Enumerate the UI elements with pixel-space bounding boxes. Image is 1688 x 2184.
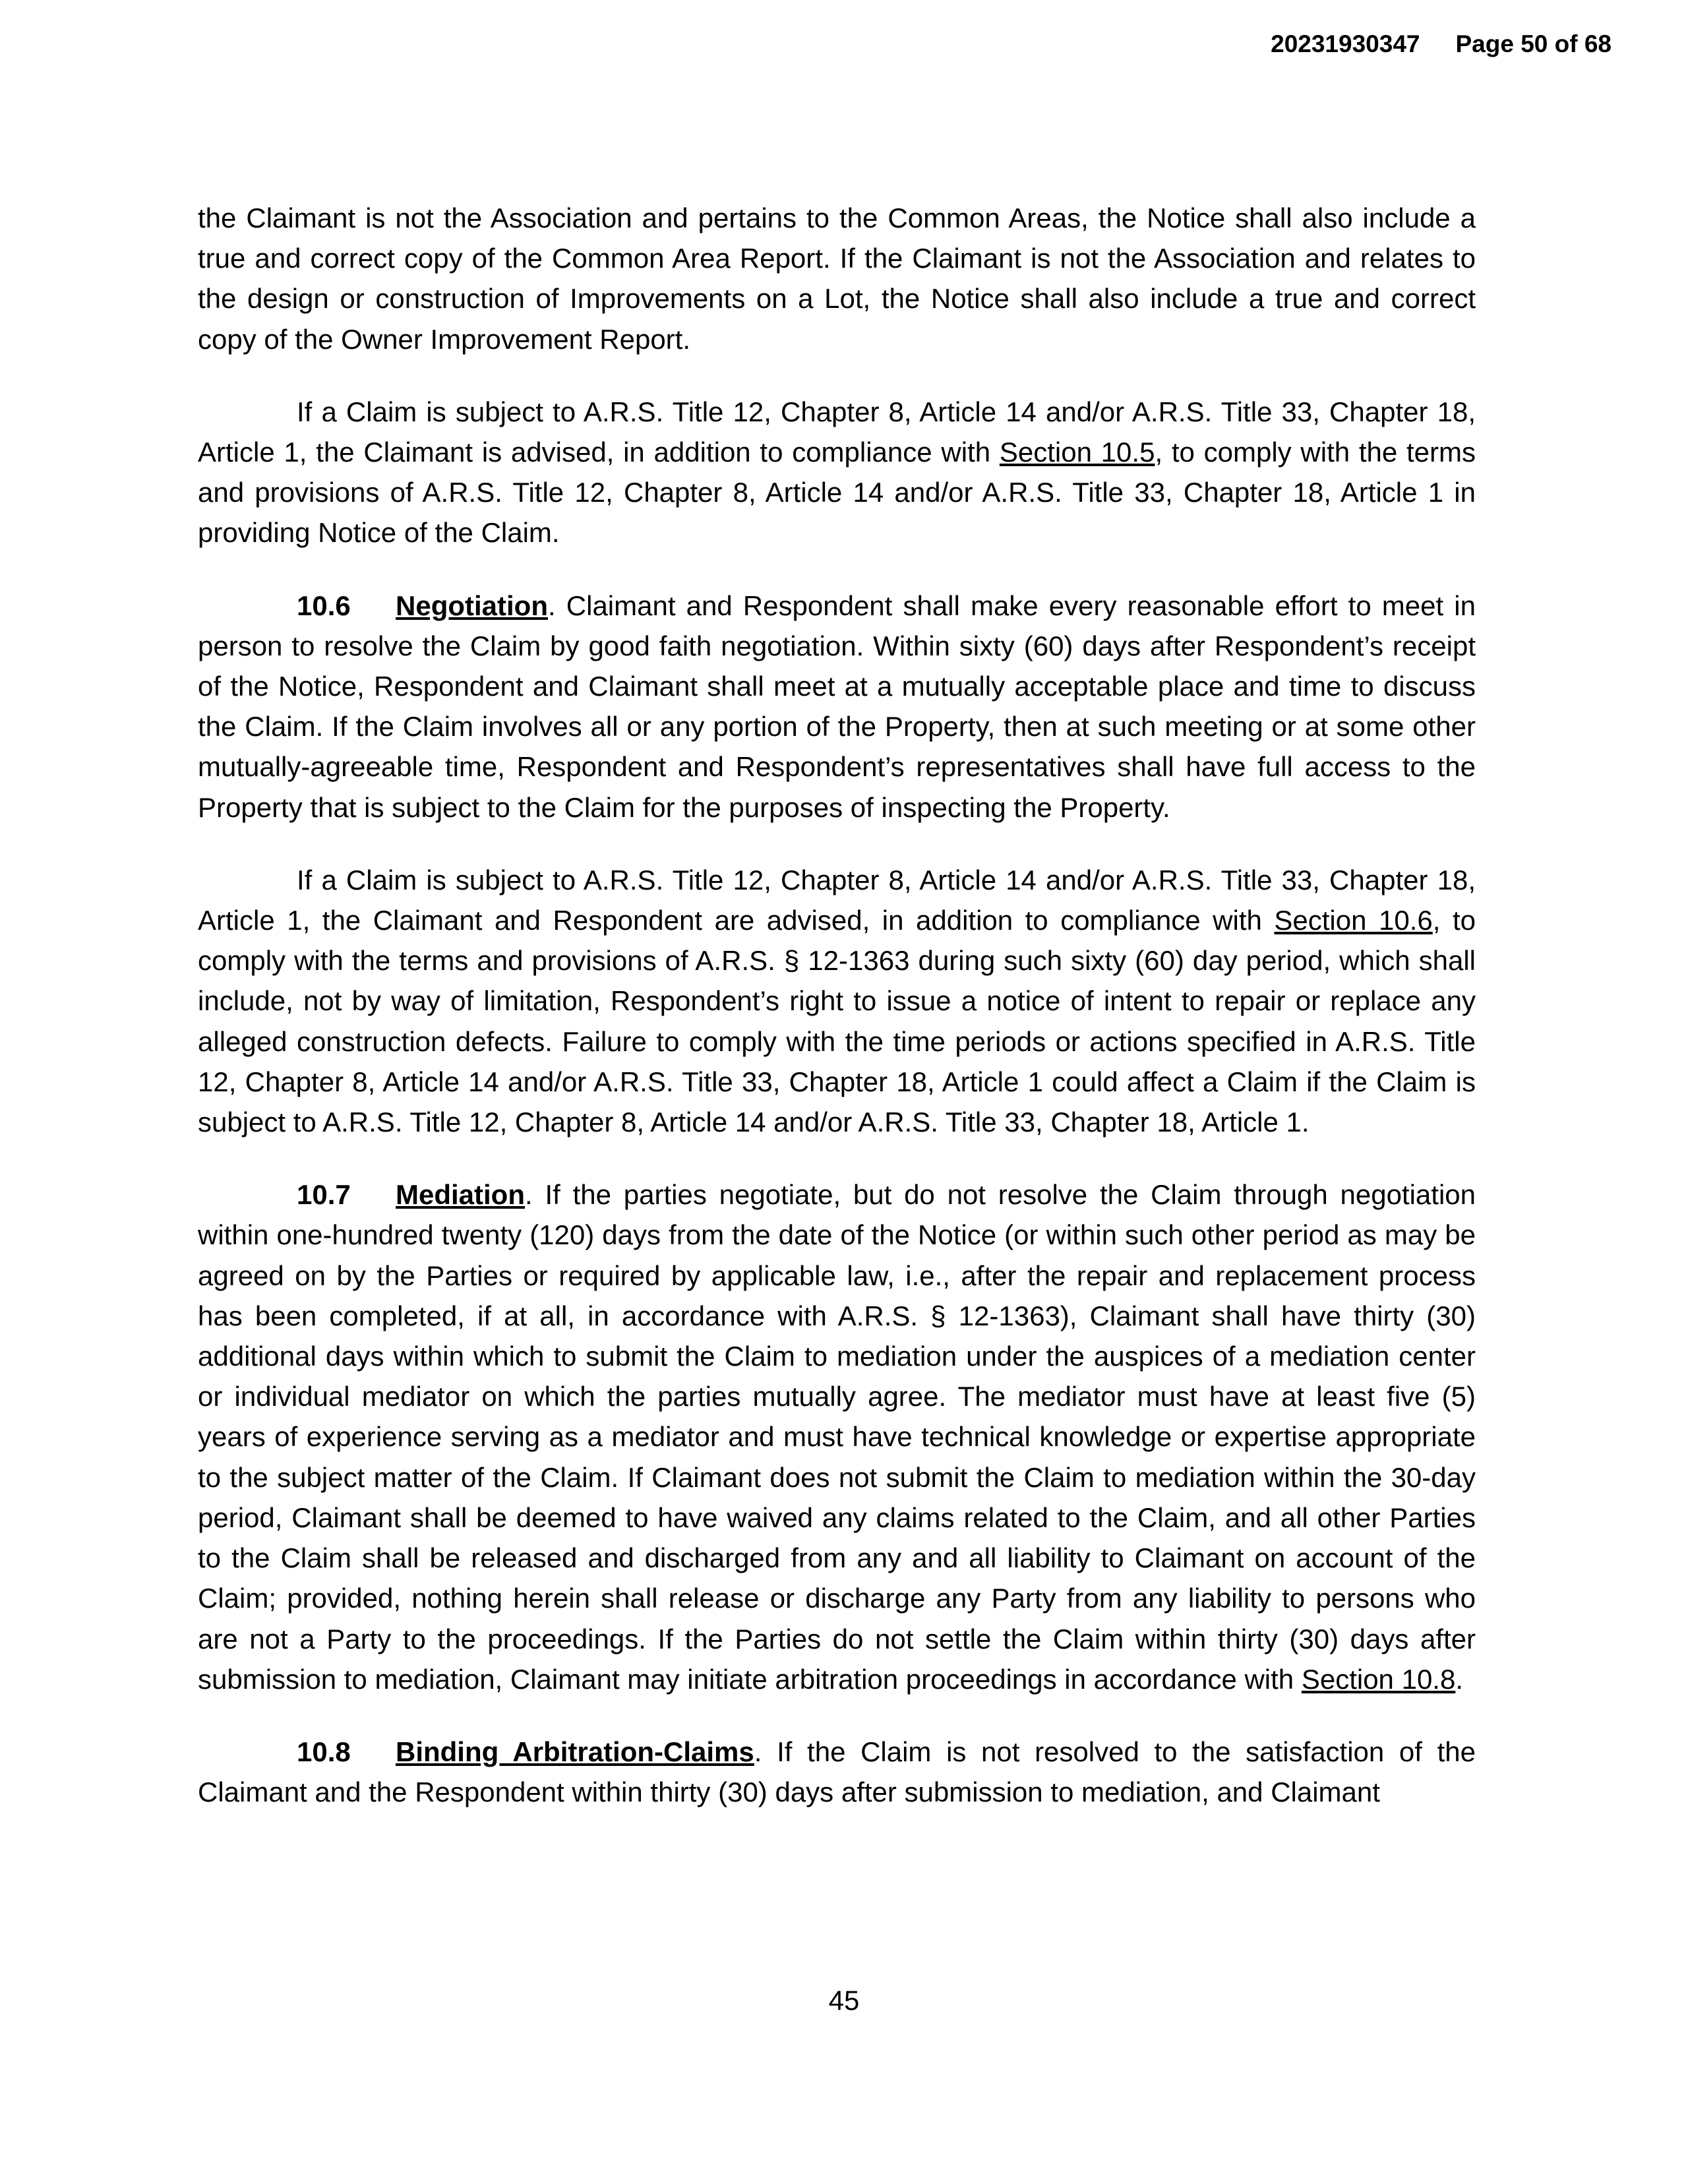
paragraph-text: . Claimant and Respondent shall make every reasonable effort to meet in person to resolve the Claim by good faith negotiation. Within sixty (60) days after Respondent’s receipt of the Notice, Respondent and Claimant shall meet at a mutually acceptable place and time to discuss the Claim. If the Claim involves all or any portion of the Property, then at such meeting or at some other mutually-agreeable time, Respondent and Respondent’s representatives shall have full access to the Property that is subject to the Claim for the purposes of inspecting the Property. [198,590,1476,823]
paragraph-negotiation-compliance [198,860,1476,1142]
paragraph-text: . If the parties negotiate, but do not resolve the Claim through negotiation within one-hundred twenty (120) days from the date of the Notice (or within such other period as may be agreed on by the Parties or required by applicable law, i.e., after the repair and replacement process has been completed, if at all, in accordance with A.R.S. § 12-1363), Claimant shall have thirty (30) additional days within which to submit the Claim to mediation under the auspices of a mediation center or individual mediator on which the parties mutually agree. The mediator must have at least five (5) years of experience serving as a mediator and must have technical knowledge or expertise appropriate to the subject matter of the Claim. If Claimant does not submit the Claim to mediation within the 30-day period, Claimant shall be deemed to have waived any claims related to the Claim, and all other Parties to the Claim shall be released and discharged from any and all liability to Claimant on account of the Claim; provided, nothing herein shall release or discharge any Party from any liability to persons who are not a Party to the proceedings. If the Parties do not settle the Claim within thirty (30) days after submission to mediation, Claimant may initiate arbitration proceedings in accordance with [198,1179,1476,1695]
document-body [198,198,1476,1844]
section-10-8 [198,1732,1476,1812]
paragraph-text: If a Claim is subject to A.R.S. Title 12, Chapter 8, Article 14 and/or A.R.S. Title 33, Chapter 18, Article 1, the Claimant and Respondent are advised, in addition to compliance with [198,864,1476,936]
section-number: 10.6 [297,590,351,621]
paragraph-continuation [198,198,1476,359]
paragraph-claim-notice-compliance [198,392,1476,553]
page-indicator: Page 50 of 68 [1455,30,1612,57]
section-number: 10.7 [297,1179,351,1211]
section-reference-link[interactable]: Section 10.5 [999,437,1155,468]
paragraph-text: . [1455,1663,1464,1695]
section-reference-link[interactable]: Section 10.8 [1301,1663,1456,1695]
page-header [1271,30,1612,58]
paragraph-text: . If the Claim is not resolved to the satisfaction of the Claimant and the Respondent within thirty (30) days after submission to mediation, and Claimant [198,1736,1476,1808]
paragraph-text: the Claimant is not the Association and pertains to the Common Areas, the Notice shall also include a true and correct copy of the Common Area Report. If the Claimant is not the Association and relates to the design or construction of Improvements on a Lot, the Notice shall also include a true and correct copy of the Owner Improvement Report. [198,202,1476,355]
paragraph-text: , to comply with the terms and provisions of A.R.S. § 12-1363 during such sixty (60) day period, which shall include, not by way of limitation, Respondent’s right to issue a notice of intent to repair or replace any alleged construction defects. Failure to comply with the time periods or actions specified in A.R.S. Title 12, Chapter 8, Article 14 and/or A.R.S. Title 33, Chapter 18, Article 1 could affect a Claim if the Claim is subject to A.R.S. Title 12, Chapter 8, Article 14 and/or A.R.S. Title 33, Chapter 18, Article 1. [198,905,1476,1138]
paragraph-text: If a Claim is subject to A.R.S. Title 12, Chapter 8, Article 14 and/or A.R.S. Title 33, Chapter 18, Article 1, the Claimant is advised, in addition to compliance with [198,396,1476,468]
section-10-6 [198,586,1476,828]
section-title: Negotiation [396,590,548,621]
section-number: 10.8 [297,1736,351,1767]
section-title: Mediation [396,1179,525,1211]
paragraph-text: , to comply with the terms and provisions of A.R.S. Title 12, Chapter 8, Article 14 and/or A.R.S. Title 33, Chapter 18, Article 1 in providing Notice of the Claim. [198,437,1476,549]
page-number: 45 [828,1985,860,2016]
section-reference-link[interactable]: Section 10.6 [1274,905,1433,936]
document-number: 20231930347 [1271,30,1420,57]
section-10-7 [198,1174,1476,1699]
section-title: Binding Arbitration-Claims [396,1736,754,1767]
